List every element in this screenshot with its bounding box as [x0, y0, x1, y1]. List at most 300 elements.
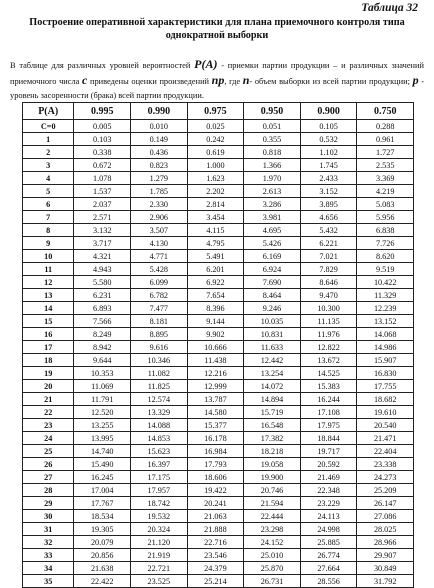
acceptance-number-cell: 23 — [23, 419, 74, 432]
np-value-cell: 9.902 — [187, 328, 244, 341]
np-value-cell: 5.432 — [300, 224, 357, 237]
intro-text-1: В таблице для различных уровней вероятностей — [10, 61, 195, 70]
np-value-cell: 26.147 — [357, 497, 414, 510]
np-value-cell: 12.574 — [131, 393, 188, 406]
acceptance-number-cell: 30 — [23, 510, 74, 523]
np-values-table — [22, 102, 414, 588]
np-value-cell: 2.814 — [187, 198, 244, 211]
np-value-cell: 14.088 — [131, 419, 188, 432]
np-value-cell: 1.745 — [300, 159, 357, 172]
np-value-cell: 11.438 — [187, 354, 244, 367]
np-value-cell: 2.037 — [74, 198, 131, 211]
np-value-cell: 22.444 — [244, 510, 301, 523]
np-value-cell: 8.895 — [131, 328, 188, 341]
np-value-cell: 10.346 — [131, 354, 188, 367]
np-value-cell: 3.981 — [244, 211, 301, 224]
acceptance-number-cell: 35 — [23, 575, 74, 588]
table-row — [23, 224, 414, 237]
np-value-cell: 2.571 — [74, 211, 131, 224]
table-row — [23, 133, 414, 146]
np-value-cell: 13.254 — [244, 367, 301, 380]
np-value-cell: 22.721 — [131, 562, 188, 575]
acceptance-number-cell: 2 — [23, 146, 74, 159]
table-row — [23, 406, 414, 419]
np-value-cell: 6.201 — [187, 263, 244, 276]
np-value-cell: 0.149 — [131, 133, 188, 146]
intro-text-3: приведены оценки произведений — [87, 77, 212, 86]
np-value-cell: 25.870 — [244, 562, 301, 575]
np-value-cell: 2.433 — [300, 172, 357, 185]
np-value-cell: 11.082 — [131, 367, 188, 380]
np-value-cell: 22.348 — [300, 484, 357, 497]
np-value-cell: 2.330 — [131, 198, 188, 211]
acceptance-number-cell: 21 — [23, 393, 74, 406]
np-value-cell: 17.957 — [131, 484, 188, 497]
np-value-cell: 11.135 — [300, 315, 357, 328]
acceptance-number-cell: 4 — [23, 172, 74, 185]
np-value-cell: 16.548 — [244, 419, 301, 432]
np-value-cell: 3.286 — [244, 198, 301, 211]
np-value-cell: 2.613 — [244, 185, 301, 198]
np-value-cell: 13.672 — [300, 354, 357, 367]
np-value-cell: 9.616 — [131, 341, 188, 354]
np-value-cell: 17.382 — [244, 432, 301, 445]
np-value-cell: 3.369 — [357, 172, 414, 185]
np-value-cell: 27.664 — [300, 562, 357, 575]
c-symbol: c — [82, 73, 88, 87]
acceptance-number-cell: 12 — [23, 276, 74, 289]
np-value-cell: 21.888 — [187, 523, 244, 536]
acceptance-number-cell: 34 — [23, 562, 74, 575]
np-value-cell: 3.132 — [74, 224, 131, 237]
table-row — [23, 276, 414, 289]
np-value-cell: 4.130 — [131, 237, 188, 250]
intro-text-4: , где — [224, 77, 243, 86]
np-value-cell: 4.656 — [300, 211, 357, 224]
np-value-cell: 20.592 — [300, 458, 357, 471]
table-row — [23, 185, 414, 198]
np-value-cell: 13.255 — [74, 419, 131, 432]
np-value-cell: 21.469 — [300, 471, 357, 484]
acceptance-number-cell: 20 — [23, 380, 74, 393]
np-value-cell: 12.239 — [357, 302, 414, 315]
table-row — [23, 393, 414, 406]
np-value-cell: 20.856 — [74, 549, 131, 562]
np-value-cell: 20.079 — [74, 536, 131, 549]
table-row — [23, 484, 414, 497]
np-value-cell: 6.782 — [131, 289, 188, 302]
table-row — [23, 289, 414, 302]
intro-paragraph — [10, 57, 424, 103]
acceptance-number-cell: 9 — [23, 237, 74, 250]
np-value-cell: 0.005 — [74, 120, 131, 133]
n-symbol: n — [242, 73, 250, 87]
np-value-cell: 11.069 — [74, 380, 131, 393]
np-value-cell: 15.490 — [74, 458, 131, 471]
np-value-cell: 18.606 — [187, 471, 244, 484]
np-value-cell: 11.825 — [131, 380, 188, 393]
np-value-cell: 7.726 — [357, 237, 414, 250]
table-row — [23, 523, 414, 536]
np-value-cell: 24.113 — [300, 510, 357, 523]
np-value-cell: 6.169 — [244, 250, 301, 263]
np-value-cell: 11.633 — [244, 341, 301, 354]
np-value-cell: 1.537 — [74, 185, 131, 198]
np-value-cell: 11.976 — [300, 328, 357, 341]
np-value-cell: 0.672 — [74, 159, 131, 172]
intro-text-5: - объем выборки из всей партии продукции; — [249, 77, 413, 86]
np-value-cell: 12.999 — [187, 380, 244, 393]
np-value-cell: 19.900 — [244, 471, 301, 484]
np-value-cell: 18.218 — [244, 445, 301, 458]
table-row — [23, 263, 414, 276]
table-row — [23, 341, 414, 354]
np-value-cell: 14.853 — [131, 432, 188, 445]
intro-text-6: - уровень засоренности (брака) всей партии продукции. — [10, 77, 424, 100]
np-value-cell: 6.838 — [357, 224, 414, 237]
table-body — [23, 120, 414, 588]
np-value-cell: 18.742 — [131, 497, 188, 510]
np-value-cell: 25.209 — [357, 484, 414, 497]
np-value-cell: 4.219 — [357, 185, 414, 198]
np-value-cell: 20.746 — [244, 484, 301, 497]
np-value-cell: 9.644 — [74, 354, 131, 367]
table-row — [23, 328, 414, 341]
np-value-cell: 28.025 — [357, 523, 414, 536]
pa-symbol: P(A) — [194, 57, 218, 71]
np-value-cell: 14.072 — [244, 380, 301, 393]
document-title: Построение оперативной характеристики для плана приемочного контроля типа однократной выборки — [29, 17, 405, 41]
np-value-cell: 24.998 — [300, 523, 357, 536]
table-row — [23, 536, 414, 549]
acceptance-number-cell: 8 — [23, 224, 74, 237]
acceptance-number-cell: 22 — [23, 406, 74, 419]
np-value-cell: 4.771 — [131, 250, 188, 263]
np-value-cell: 4.321 — [74, 250, 131, 263]
table-number: Таблица 32 — [361, 2, 418, 14]
header-probability: 0.900 — [300, 103, 357, 120]
table-row — [23, 146, 414, 159]
np-value-cell: 15.383 — [300, 380, 357, 393]
np-value-cell: 12.520 — [74, 406, 131, 419]
np-value-cell: 6.099 — [131, 276, 188, 289]
np-value-cell: 13.152 — [357, 315, 414, 328]
table-row — [23, 159, 414, 172]
np-value-cell: 0.338 — [74, 146, 131, 159]
np-value-cell: 1.000 — [187, 159, 244, 172]
np-value-cell: 19.422 — [187, 484, 244, 497]
acceptance-number-cell: 18 — [23, 354, 74, 367]
np-value-cell: 23.338 — [357, 458, 414, 471]
np-value-cell: 20.324 — [131, 523, 188, 536]
np-value-cell: 16.244 — [300, 393, 357, 406]
np-value-cell: 14.894 — [244, 393, 301, 406]
np-value-cell: 13.995 — [74, 432, 131, 445]
np-value-cell: 16.984 — [187, 445, 244, 458]
np-value-cell: 7.690 — [244, 276, 301, 289]
np-value-cell: 22.422 — [74, 575, 131, 588]
np-value-cell: 3.895 — [300, 198, 357, 211]
np-value-cell: 18.682 — [357, 393, 414, 406]
acceptance-number-cell: 29 — [23, 497, 74, 510]
table-row — [23, 471, 414, 484]
acceptance-number-cell: 13 — [23, 289, 74, 302]
np-value-cell: 31.792 — [357, 575, 414, 588]
table-row — [23, 120, 414, 133]
np-value-cell: 3.454 — [187, 211, 244, 224]
np-value-cell: 1.102 — [300, 146, 357, 159]
np-value-cell: 8.464 — [244, 289, 301, 302]
np-value-cell: 2.202 — [187, 185, 244, 198]
acceptance-number-cell: 33 — [23, 549, 74, 562]
table-row — [23, 250, 414, 263]
np-value-cell: 19.610 — [357, 406, 414, 419]
np-value-cell: 0.619 — [187, 146, 244, 159]
np-value-cell: 28.966 — [357, 536, 414, 549]
np-value-cell: 17.975 — [300, 419, 357, 432]
np-value-cell: 0.288 — [357, 120, 414, 133]
table-row — [23, 302, 414, 315]
np-value-cell: 8.646 — [300, 276, 357, 289]
np-value-cell: 23.546 — [187, 549, 244, 562]
np-value-cell: 18.534 — [74, 510, 131, 523]
np-value-cell: 7.477 — [131, 302, 188, 315]
np-value-cell: 7.566 — [74, 315, 131, 328]
np-value-cell: 21.063 — [187, 510, 244, 523]
np-value-cell: 21.919 — [131, 549, 188, 562]
table-row — [23, 432, 414, 445]
np-value-cell: 5.428 — [131, 263, 188, 276]
np-value-cell: 10.353 — [74, 367, 131, 380]
table-header-row — [23, 103, 414, 120]
np-value-cell: 8.620 — [357, 250, 414, 263]
table-row — [23, 445, 414, 458]
header-probability: 0.990 — [131, 103, 188, 120]
table-row — [23, 367, 414, 380]
table-row — [23, 562, 414, 575]
np-value-cell: 10.035 — [244, 315, 301, 328]
acceptance-number-cell: 26 — [23, 458, 74, 471]
np-value-cell: 7.829 — [300, 263, 357, 276]
table-row — [23, 510, 414, 523]
np-symbol: np — [211, 73, 225, 87]
np-value-cell: 8.396 — [187, 302, 244, 315]
np-value-cell: 11.329 — [357, 289, 414, 302]
np-value-cell: 17.793 — [187, 458, 244, 471]
np-value-cell: 6.231 — [74, 289, 131, 302]
table-row — [23, 549, 414, 562]
acceptance-number-cell: 1 — [23, 133, 74, 146]
np-value-cell: 24.379 — [187, 562, 244, 575]
np-value-cell: 0.025 — [187, 120, 244, 133]
acceptance-number-cell: 28 — [23, 484, 74, 497]
acceptance-number-cell: 25 — [23, 445, 74, 458]
np-value-cell: 17.004 — [74, 484, 131, 497]
np-value-cell: 5.956 — [357, 211, 414, 224]
np-value-cell: 0.823 — [131, 159, 188, 172]
np-value-cell: 1.279 — [131, 172, 188, 185]
np-value-cell: 8.942 — [74, 341, 131, 354]
np-value-cell: 21.638 — [74, 562, 131, 575]
table-row — [23, 497, 414, 510]
np-value-cell: 20.540 — [357, 419, 414, 432]
np-value-cell: 16.397 — [131, 458, 188, 471]
np-value-cell: 1.623 — [187, 172, 244, 185]
np-value-cell: 0.355 — [244, 133, 301, 146]
np-value-cell: 7.654 — [187, 289, 244, 302]
acceptance-number-cell: 6 — [23, 198, 74, 211]
np-value-cell: 14.068 — [357, 328, 414, 341]
np-value-cell: 1.785 — [131, 185, 188, 198]
np-value-cell: 15.377 — [187, 419, 244, 432]
acceptance-number-cell: 17 — [23, 341, 74, 354]
np-value-cell: 11.791 — [74, 393, 131, 406]
np-value-cell: 0.436 — [131, 146, 188, 159]
header-probability: 0.950 — [244, 103, 301, 120]
np-value-cell: 21.594 — [244, 497, 301, 510]
np-value-cell: 9.470 — [300, 289, 357, 302]
np-value-cell: 9.144 — [187, 315, 244, 328]
np-value-cell: 15.623 — [131, 445, 188, 458]
np-value-cell: 6.924 — [244, 263, 301, 276]
np-value-cell: 8.181 — [131, 315, 188, 328]
np-value-cell: 19.717 — [300, 445, 357, 458]
np-value-cell: 18.844 — [300, 432, 357, 445]
np-value-cell: 17.175 — [131, 471, 188, 484]
acceptance-number-cell: 14 — [23, 302, 74, 315]
np-value-cell: 4.115 — [187, 224, 244, 237]
np-value-cell: 0.242 — [187, 133, 244, 146]
acceptance-number-cell: 32 — [23, 536, 74, 549]
np-value-cell: 17.767 — [74, 497, 131, 510]
acceptance-number-cell: 19 — [23, 367, 74, 380]
np-value-cell: 0.010 — [131, 120, 188, 133]
np-value-cell: 20.241 — [187, 497, 244, 510]
table-row — [23, 211, 414, 224]
np-value-cell: 13.329 — [131, 406, 188, 419]
table-row — [23, 380, 414, 393]
np-value-cell: 0.532 — [300, 133, 357, 146]
np-value-cell: 29.907 — [357, 549, 414, 562]
acceptance-number-cell: 3 — [23, 159, 74, 172]
np-value-cell: 10.831 — [244, 328, 301, 341]
np-value-cell: 4.795 — [187, 237, 244, 250]
np-value-cell: 5.580 — [74, 276, 131, 289]
np-value-cell: 1.078 — [74, 172, 131, 185]
np-value-cell: 25.214 — [187, 575, 244, 588]
header-probability: 0.750 — [357, 103, 414, 120]
np-value-cell: 16.245 — [74, 471, 131, 484]
np-value-cell: 10.666 — [187, 341, 244, 354]
np-value-cell: 19.305 — [74, 523, 131, 536]
acceptance-number-cell: C=0 — [23, 120, 74, 133]
np-value-cell: 19.532 — [131, 510, 188, 523]
acceptance-number-cell: 5 — [23, 185, 74, 198]
np-value-cell: 21.120 — [131, 536, 188, 549]
np-value-cell: 24.273 — [357, 471, 414, 484]
np-value-cell: 30.849 — [357, 562, 414, 575]
np-value-cell: 14.580 — [187, 406, 244, 419]
np-value-cell: 0.103 — [74, 133, 131, 146]
np-value-cell: 0.961 — [357, 133, 414, 146]
table-row — [23, 354, 414, 367]
np-value-cell: 17.755 — [357, 380, 414, 393]
table-row — [23, 458, 414, 471]
np-value-cell: 0.105 — [300, 120, 357, 133]
np-value-cell: 13.787 — [187, 393, 244, 406]
np-value-cell: 0.818 — [244, 146, 301, 159]
intro-text-2: - приемки партии продукции – и различных значений приемочного числа — [10, 61, 424, 86]
header-pa: P(A) — [23, 103, 74, 120]
acceptance-number-cell: 15 — [23, 315, 74, 328]
acceptance-number-cell: 27 — [23, 471, 74, 484]
np-value-cell: 5.426 — [244, 237, 301, 250]
np-value-cell: 5.083 — [357, 198, 414, 211]
acceptance-number-cell: 10 — [23, 250, 74, 263]
np-value-cell: 22.716 — [187, 536, 244, 549]
np-value-cell: 23.229 — [300, 497, 357, 510]
np-value-cell: 3.507 — [131, 224, 188, 237]
np-value-cell: 15.719 — [244, 406, 301, 419]
acceptance-number-cell: 11 — [23, 263, 74, 276]
header-probability: 0.975 — [187, 103, 244, 120]
np-value-cell: 16.178 — [187, 432, 244, 445]
np-value-cell: 6.922 — [187, 276, 244, 289]
np-value-cell: 14.740 — [74, 445, 131, 458]
np-value-cell: 4.943 — [74, 263, 131, 276]
table-row — [23, 419, 414, 432]
np-value-cell: 23.525 — [131, 575, 188, 588]
np-value-cell: 5.491 — [187, 250, 244, 263]
np-value-cell: 10.422 — [357, 276, 414, 289]
np-value-cell: 21.471 — [357, 432, 414, 445]
np-value-cell: 4.695 — [244, 224, 301, 237]
table-row — [23, 315, 414, 328]
np-value-cell: 23.298 — [244, 523, 301, 536]
np-value-cell: 26.774 — [300, 549, 357, 562]
np-value-cell: 2.906 — [131, 211, 188, 224]
np-value-cell: 8.249 — [74, 328, 131, 341]
table-row — [23, 575, 414, 588]
np-value-cell: 6.221 — [300, 237, 357, 250]
np-value-cell: 25.010 — [244, 549, 301, 562]
np-value-cell: 3.152 — [300, 185, 357, 198]
np-value-cell: 15.907 — [357, 354, 414, 367]
p-symbol: p — [412, 73, 419, 87]
np-value-cell: 16.830 — [357, 367, 414, 380]
np-value-cell: 6.893 — [74, 302, 131, 315]
np-value-cell: 17.108 — [300, 406, 357, 419]
acceptance-number-cell: 24 — [23, 432, 74, 445]
np-value-cell: 25.885 — [300, 536, 357, 549]
table-row — [23, 198, 414, 211]
np-value-cell: 12.822 — [300, 341, 357, 354]
np-value-cell: 9.246 — [244, 302, 301, 315]
table-row — [23, 172, 414, 185]
np-value-cell: 3.717 — [74, 237, 131, 250]
header-probability: 0.995 — [74, 103, 131, 120]
np-value-cell: 1.727 — [357, 146, 414, 159]
np-value-cell: 1.366 — [244, 159, 301, 172]
np-value-cell: 12.216 — [187, 367, 244, 380]
np-value-cell: 14.525 — [300, 367, 357, 380]
np-value-cell: 24.152 — [244, 536, 301, 549]
np-value-cell: 10.300 — [300, 302, 357, 315]
np-value-cell: 26.731 — [244, 575, 301, 588]
np-value-cell: 0.051 — [244, 120, 301, 133]
np-value-cell: 1.970 — [244, 172, 301, 185]
np-value-cell: 27.086 — [357, 510, 414, 523]
